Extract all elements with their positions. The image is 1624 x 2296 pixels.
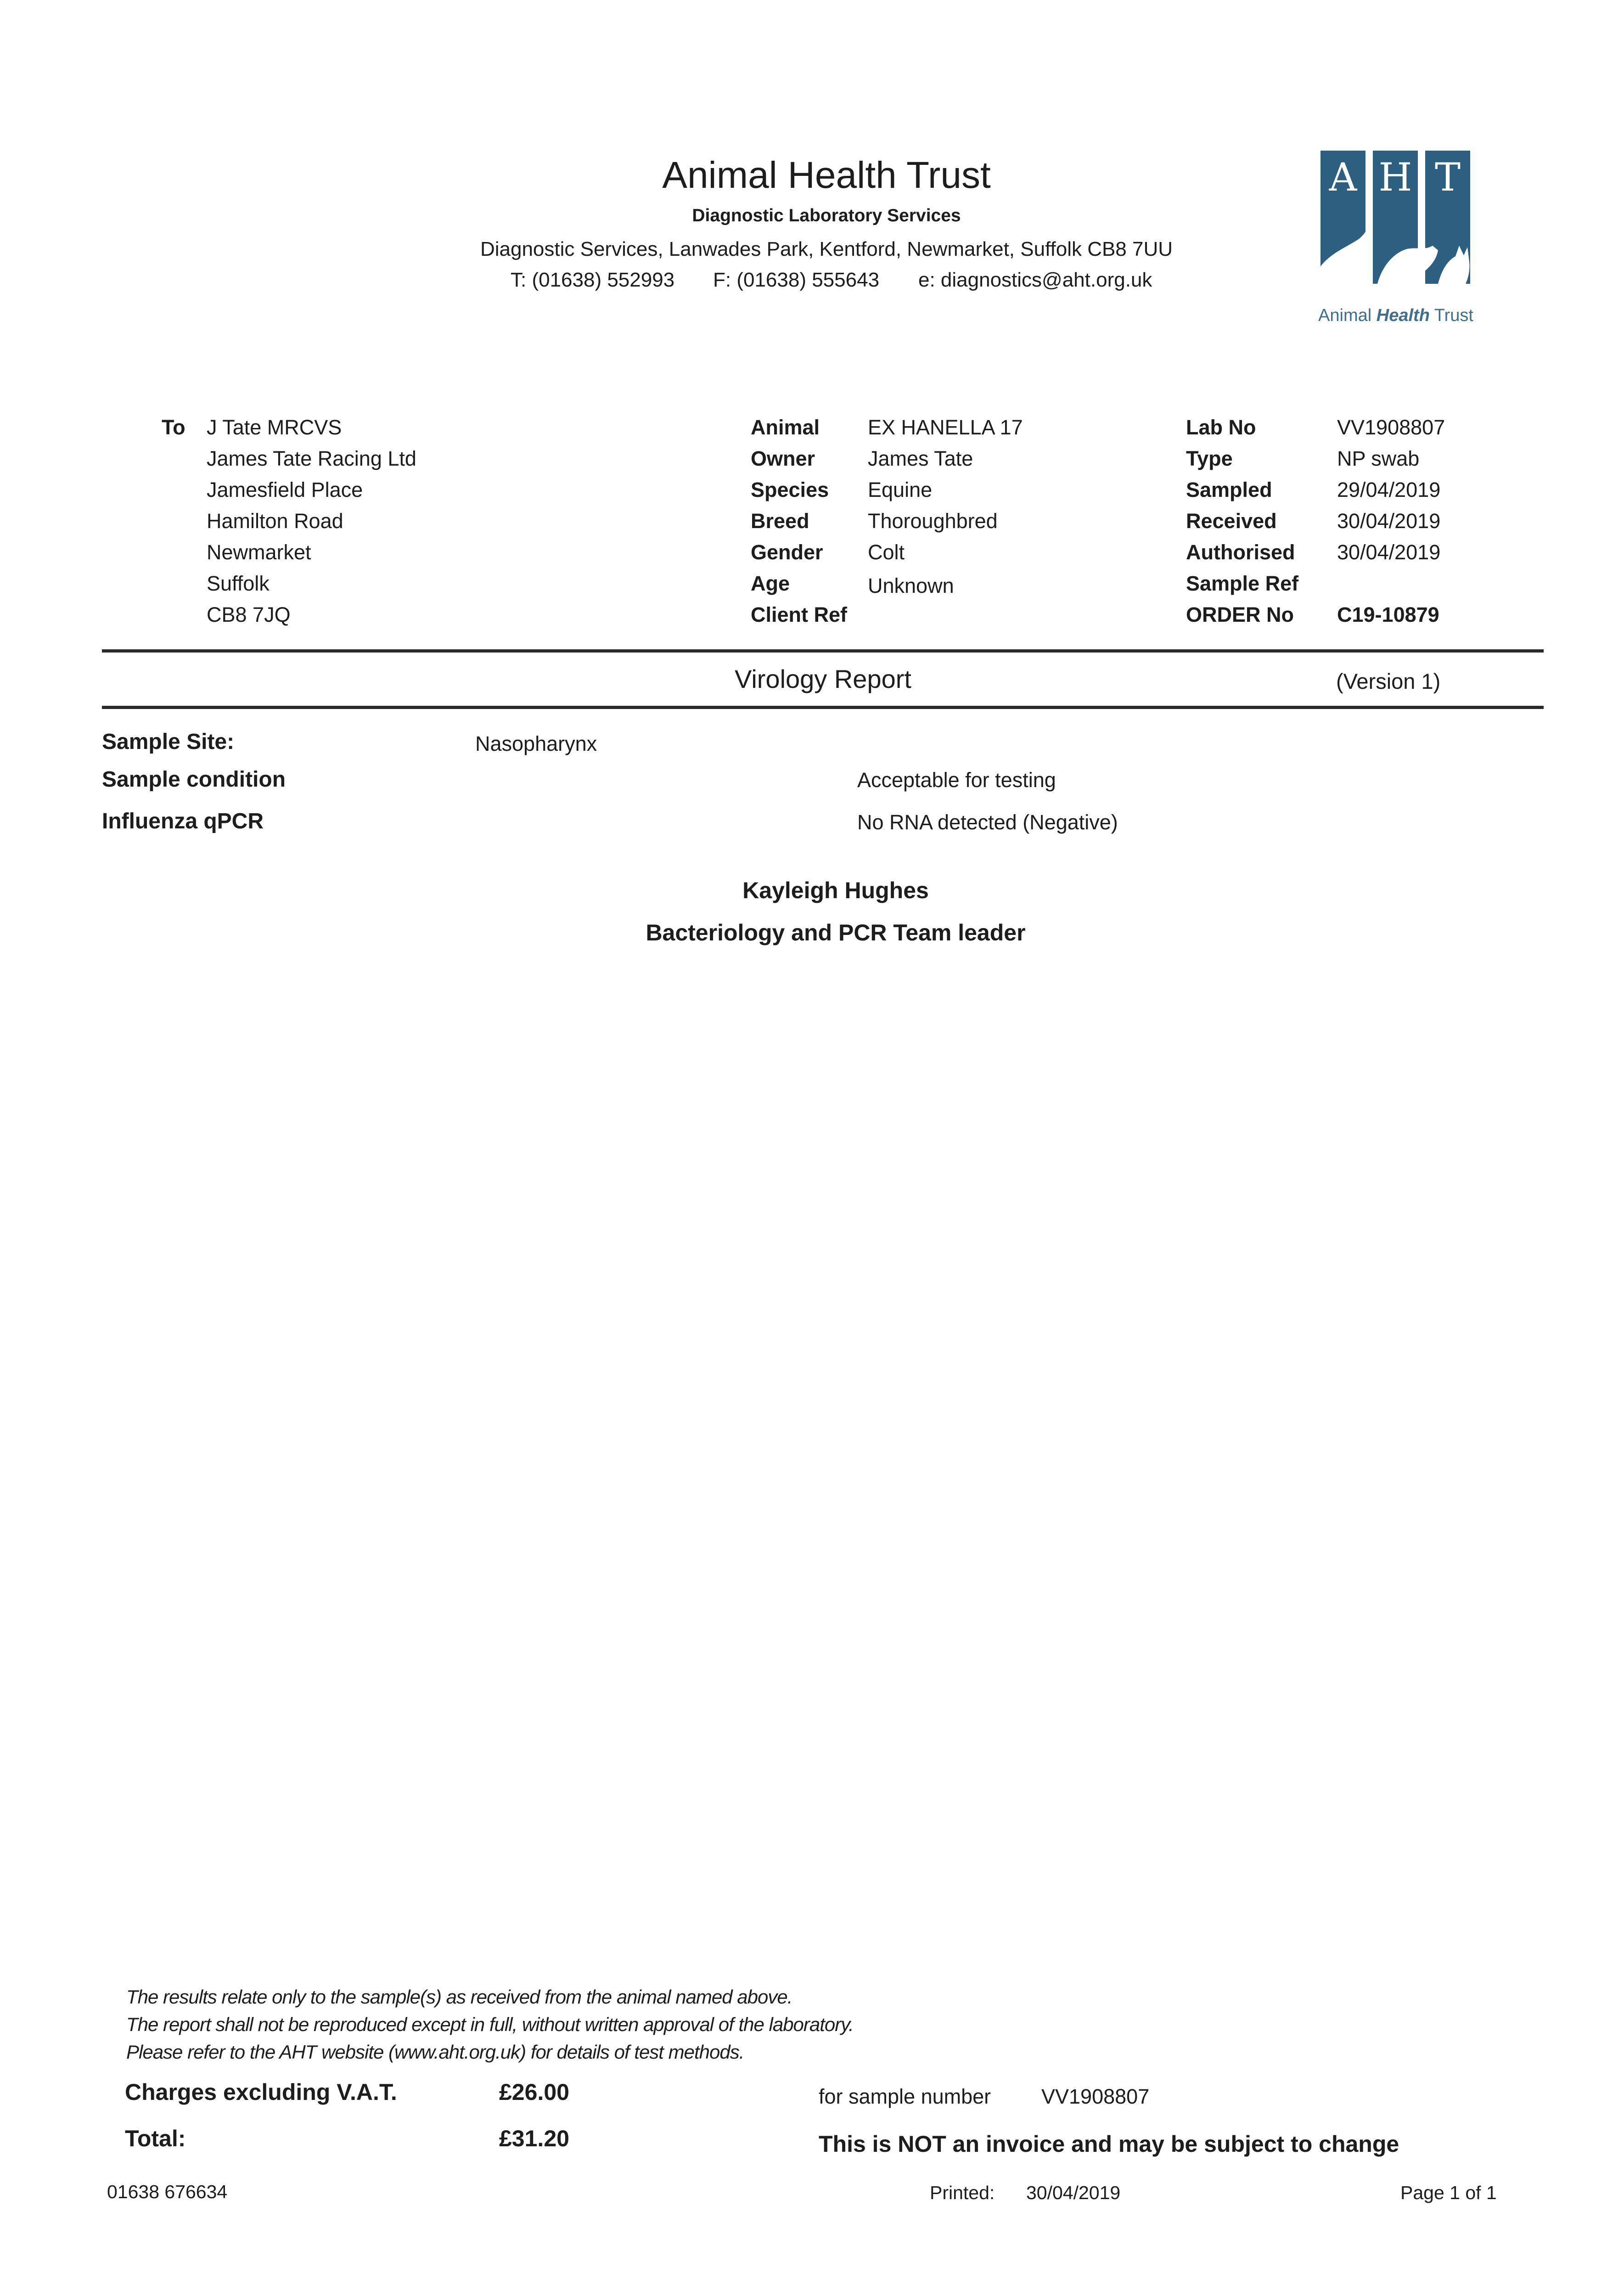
lab-no-label: Lab No — [1186, 416, 1256, 439]
fax-number: F: (01638) 555643 — [713, 269, 880, 291]
sample-site-value: Nasopharynx — [475, 732, 597, 755]
page-number: Page 1 of 1 — [1400, 2182, 1497, 2203]
divider-top — [102, 649, 1544, 653]
order-no-label: ORDER No — [1186, 603, 1294, 626]
influenza-qpcr-label: Influenza qPCR — [102, 809, 264, 833]
total-label: Total: — [125, 2126, 186, 2151]
email-address: e: diagnostics@aht.org.uk — [918, 269, 1152, 291]
organisation-name: Animal Health Trust — [662, 154, 991, 196]
sample-site-label: Sample Site: — [102, 730, 235, 754]
lab-no-value: VV1908807 — [1337, 416, 1445, 439]
disclaimer-note: The report shall not be reproduced except in full, without written approval of the laboratory. — [126, 2014, 854, 2035]
logo-letter-t: T — [1434, 155, 1461, 200]
authorised-label: Authorised — [1186, 540, 1295, 564]
address-line: Suffolk — [207, 572, 270, 595]
owner-label: Owner — [751, 447, 815, 470]
address-line: Newmarket — [207, 540, 311, 564]
organisation-address: Diagnostic Services, Lanwades Park, Kentford, Newmarket, Suffolk CB8 7UU — [480, 238, 1173, 260]
report-version: (Version 1) — [1336, 669, 1441, 693]
sample-number-value: VV1908807 — [1041, 2085, 1150, 2108]
species-label: Species — [751, 478, 829, 501]
footer-phone: 01638 676634 — [107, 2181, 228, 2202]
age-value: Unknown — [868, 574, 954, 597]
charges-excl-vat-label: Charges excluding V.A.T. — [125, 2079, 397, 2105]
divider-bottom — [102, 706, 1544, 709]
species-value: Equine — [868, 478, 933, 501]
authorised-value: 30/04/2019 — [1337, 540, 1441, 564]
address-line: CB8 7JQ — [207, 603, 291, 626]
received-label: Received — [1186, 509, 1277, 533]
to-label: To — [162, 416, 185, 439]
sample-condition-value: Acceptable for testing — [857, 768, 1056, 792]
sampled-label: Sampled — [1186, 478, 1272, 501]
sample-number-label: for sample number — [819, 2085, 991, 2108]
address-line: J Tate MRCVS — [207, 416, 342, 439]
sample-condition-label: Sample condition — [102, 767, 286, 792]
organisation-subtitle: Diagnostic Laboratory Services — [692, 206, 961, 225]
sample-ref-label: Sample Ref — [1186, 572, 1299, 595]
received-value: 30/04/2019 — [1337, 509, 1441, 533]
client-ref-label: Client Ref — [751, 603, 848, 626]
owner-value: James Tate — [868, 447, 973, 470]
printed-date: 30/04/2019 — [1026, 2182, 1121, 2203]
signatory-name: Kayleigh Hughes — [742, 878, 929, 903]
type-value: NP swab — [1337, 447, 1420, 470]
animal-value: EX HANELLA 17 — [868, 416, 1023, 439]
address-line: James Tate Racing Ltd — [207, 447, 416, 470]
charges-excl-vat-value: £26.00 — [499, 2079, 569, 2105]
age-label: Age — [751, 572, 790, 595]
report-title: Virology Report — [735, 664, 911, 693]
printed-label: Printed: — [930, 2182, 995, 2203]
disclaimer-note: The results relate only to the sample(s) as received from the animal named above. — [126, 1986, 792, 2008]
breed-value: Thoroughbred — [868, 509, 998, 533]
phone-number: T: (01638) 552993 — [511, 269, 675, 291]
type-label: Type — [1186, 447, 1233, 470]
address-line: Jamesfield Place — [207, 478, 363, 501]
disclaimer-note: Please refer to the AHT website (www.aht.org.uk) for details of test methods. — [126, 2041, 744, 2063]
aht-logo — [1318, 147, 1474, 289]
order-no-value: C19-10879 — [1337, 603, 1439, 626]
total-value: £31.20 — [499, 2126, 569, 2151]
gender-label: Gender — [751, 540, 823, 564]
logo-letter-a: A — [1329, 155, 1357, 200]
animal-label: Animal — [751, 416, 820, 439]
gender-value: Colt — [868, 540, 905, 564]
sampled-value: 29/04/2019 — [1337, 478, 1441, 501]
breed-label: Breed — [751, 509, 809, 533]
signatory-role: Bacteriology and PCR Team leader — [646, 920, 1026, 945]
logo-caption: Animal Health Trust — [1318, 306, 1473, 325]
logo-letter-h: H — [1378, 155, 1412, 200]
address-line: Hamilton Road — [207, 509, 343, 533]
influenza-qpcr-result: No RNA detected (Negative) — [857, 810, 1118, 834]
not-invoice-notice: This is NOT an invoice and may be subject to change — [819, 2131, 1399, 2157]
